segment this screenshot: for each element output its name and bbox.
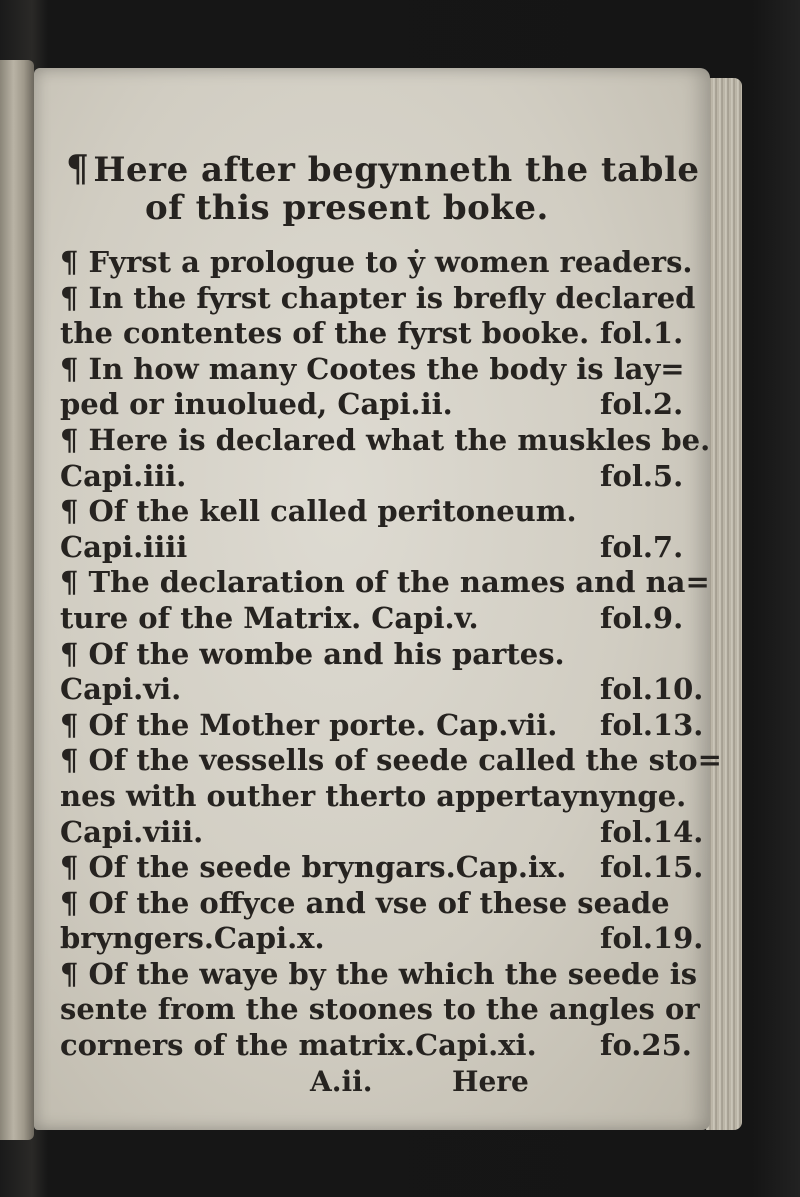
table-of-contents [60,245,722,1064]
folio-reference: fol.5. [600,458,684,493]
catchword: Here [452,1064,529,1098]
folio-reference: fol.7. [600,529,684,564]
toc-line-text: ¶ The declaration of the names and na= [60,565,710,600]
toc-line-text: ped or inuolued, Capi.ii. [60,387,453,422]
toc-line-text: nes with outher therto appertaynynge. [60,778,687,813]
toc-line [60,352,700,388]
toc-line [60,779,700,815]
folio-reference: fol.9. [600,600,684,635]
toc-line [60,957,700,993]
toc-line [60,459,700,495]
toc-line [60,850,704,886]
toc-line-text: ¶ Of the vessells of seede called the sto= [60,743,722,778]
toc-line-text: Capi.iiii [60,529,188,564]
toc-line [60,494,700,530]
toc-line-text: corners of the matrix.Capi.xi. [60,1028,537,1063]
folio-reference: fol.14. [600,814,704,849]
toc-line [60,601,700,637]
toc-line [60,422,711,459]
toc-line [60,921,704,957]
toc-line [60,245,700,281]
footer [60,1064,700,1100]
toc-line-text: Capi.iii. [60,458,187,493]
toc-line-text: ¶ Here is declared what the muskles be. [60,422,711,457]
toc-line [60,316,700,352]
toc-line [60,637,700,673]
folio-reference: fol.15. [600,850,704,885]
folio-reference: fol.19. [600,921,704,956]
toc-line [60,565,710,601]
toc-line-text: ¶ Of the seede bryngars.Cap.ix. [60,850,567,885]
toc-line-text: bryngers.Capi.x. [60,921,325,956]
toc-line-text: Capi.viii. [60,814,204,849]
toc-line-text: Capi.vi. [60,672,182,707]
signature-mark: A.ii. [310,1064,373,1098]
toc-line [60,886,700,922]
toc-line-text: ¶ In the fyrst chapter is brefly declared [60,280,696,315]
toc-line-text: the contentes of the fyrst booke. [60,316,590,351]
toc-line-text: ¶ In how many Cootes the body is lay= [60,351,685,386]
toc-line [60,707,704,744]
page-stack-edge [706,78,742,1130]
folio-reference: fo.25. [600,1028,692,1063]
toc-line-text: ¶ Fyrst a prologue to ẏ women readers. [60,245,693,279]
toc-line-text: ¶ Of the waye by the which the seede is [60,956,698,991]
folio-reference: fol.2. [600,387,684,422]
toc-line-text: ¶ Of the wombe and his partes. [60,636,565,671]
title-line-1: ¶ Here after begynneth the table [66,148,700,190]
toc-line-text: ¶ Of the kell called peritoneum. [60,494,577,529]
toc-line [60,1028,700,1064]
pilcrow-icon: ¶ [66,148,90,190]
toc-line [60,672,704,708]
toc-line-text: ¶ Of the Mother porte. Cap.vii. [60,707,558,742]
toc-line-text: ture of the Matrix. Capi.v. [60,600,479,635]
toc-line [60,387,700,423]
folio-reference: fol.1. [600,316,684,351]
toc-line-text: ¶ Of the offyce and vse of these seade [60,885,670,920]
toc-line [60,530,700,566]
toc-line [60,814,704,851]
toc-line [60,992,700,1028]
toc-line [60,743,722,779]
folio-reference: fol.13. [600,707,704,742]
title-line-2: of this present boke. [145,188,549,228]
toc-line-text: sente from the stoones to the angles or [60,992,700,1027]
toc-line [60,281,700,317]
folio-reference: fol.10. [600,672,704,707]
facing-page-edge [0,60,34,1140]
page-text [60,148,722,1100]
